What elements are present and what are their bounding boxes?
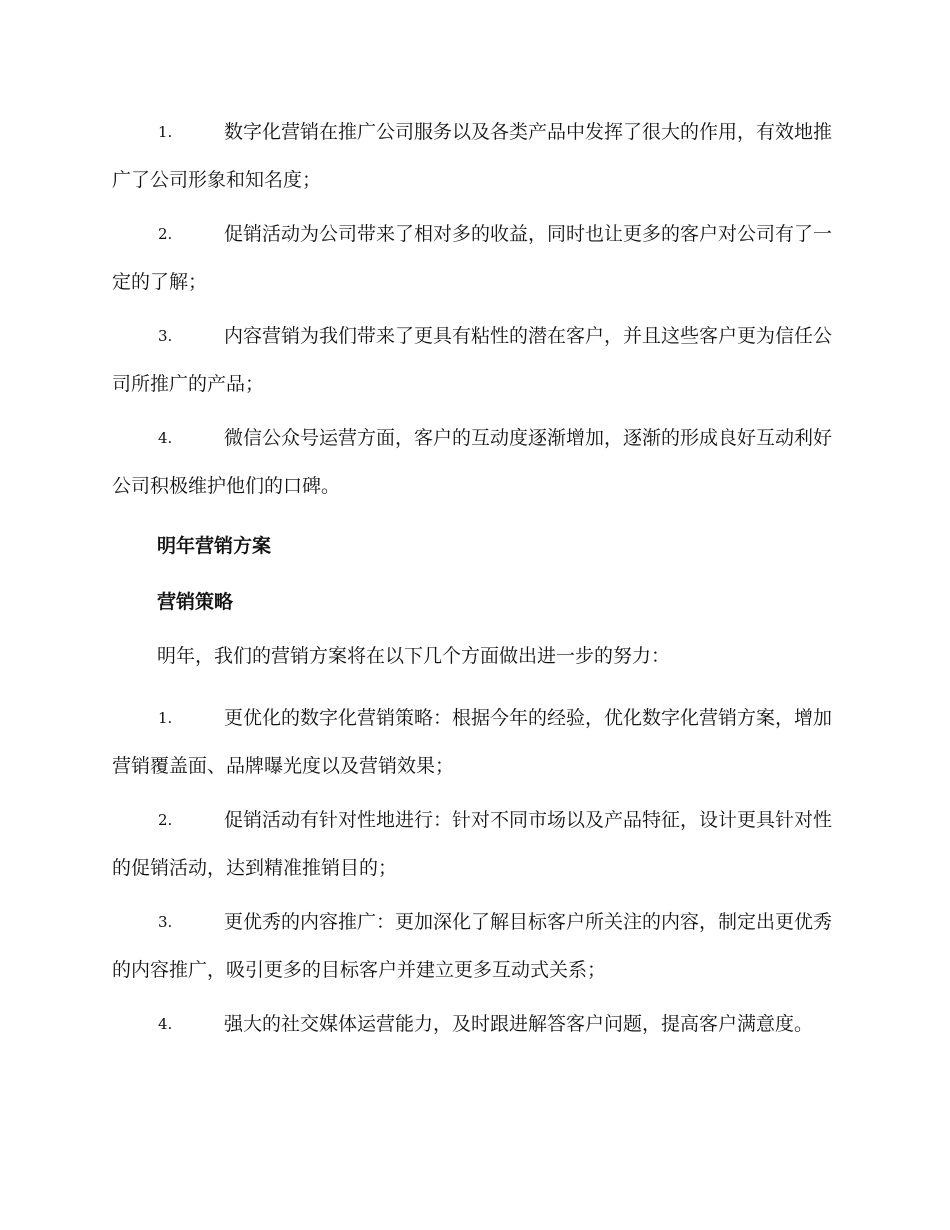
list-item <box>112 312 832 408</box>
list-item <box>112 694 832 790</box>
list-item <box>112 796 832 892</box>
list-item <box>112 414 832 510</box>
list-item <box>112 1000 832 1048</box>
list-text: 促销活动有针对性地进行：针对不同市场以及产品特征，设计更具针对性的促销活动，达到精准推销目的； <box>112 809 833 879</box>
list-number: 2. <box>158 225 173 243</box>
list-number: 2. <box>158 811 173 829</box>
list-text: 内容营销为我们带来了更具有粘性的潜在客户，并且这些客户更为信任公司所推广的产品； <box>112 325 833 395</box>
list-item <box>112 108 832 204</box>
list-text: 数字化营销在推广公司服务以及各类产品中发挥了很大的作用，有效地推广了公司形象和知名度； <box>112 121 833 191</box>
list-number: 3. <box>158 913 173 931</box>
list-number: 3. <box>158 327 173 345</box>
list-item <box>112 210 832 306</box>
list-number: 4. <box>158 1015 173 1033</box>
list-item <box>112 898 832 994</box>
list-number: 4. <box>158 429 173 447</box>
list-text: 强大的社交媒体运营能力，及时跟进解答客户问题，提高客户满意度。 <box>224 1013 814 1035</box>
list-number: 1. <box>158 123 173 141</box>
intro-paragraph: 明年，我们的营销方案将在以下几个方面做出进一步的努力： <box>157 645 671 667</box>
section-heading-plan: 明年营销方案 <box>157 535 272 557</box>
section-heading-strategy: 营销策略 <box>157 591 234 613</box>
list-text: 微信公众号运营方面，客户的互动度逐渐增加，逐渐的形成良好互动利好公司积极维护他们的口碑。 <box>112 427 833 497</box>
list-text: 更优化的数字化营销策略：根据今年的经验，优化数字化营销方案，增加营销覆盖面、品牌曝光度以及营销效果； <box>112 707 833 777</box>
list-number: 1. <box>158 709 173 727</box>
list-text: 更优秀的内容推广：更加深化了解目标客户所关注的内容，制定出更优秀的内容推广，吸引更多的目标客户并建立更多互动式关系； <box>112 911 833 981</box>
list-text: 促销活动为公司带来了相对多的收益，同时也让更多的客户对公司有了一定的了解； <box>112 223 833 293</box>
